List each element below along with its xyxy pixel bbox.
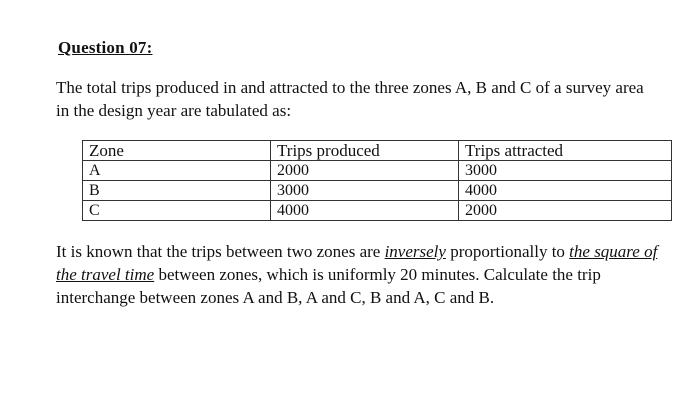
- text-segment: proportionally to: [445, 242, 570, 261]
- trips-table: [82, 140, 672, 221]
- attracted-cell: 2000: [459, 201, 672, 221]
- attracted-cell: 4000: [459, 181, 672, 201]
- emphasis-square-travel-time: the square of the travel time: [56, 242, 658, 284]
- intro-paragraph: The total trips produced in and attracted to the three zones A, B and C of a survey area in the design year are tabulated as:: [56, 78, 644, 120]
- header-zone: Zone: [83, 141, 271, 161]
- header-trips-attracted: Trips attracted: [459, 141, 672, 161]
- table-row: [83, 181, 672, 201]
- problem-paragraph: [56, 240, 676, 309]
- header-trips-produced: Trips produced: [271, 141, 459, 161]
- table-row: [83, 161, 672, 181]
- produced-cell: 2000: [271, 161, 459, 181]
- text-segment: between zones, which is uniformly 20 minutes. Calculate the trip interchange between zones A and B, A and C, B and A, C and B.: [56, 265, 601, 307]
- zone-cell: C: [83, 201, 271, 221]
- produced-cell: 4000: [271, 201, 459, 221]
- question-heading: Question 07:: [58, 38, 153, 57]
- produced-cell: 3000: [271, 181, 459, 201]
- zone-cell: B: [83, 181, 271, 201]
- table-header-row: [83, 141, 672, 161]
- table-row: [83, 201, 672, 221]
- attracted-cell: 3000: [459, 161, 672, 181]
- zone-cell: A: [83, 161, 271, 181]
- emphasis-inversely: inversely: [384, 242, 446, 261]
- text-segment: It is known that the trips between two zones are: [56, 242, 385, 261]
